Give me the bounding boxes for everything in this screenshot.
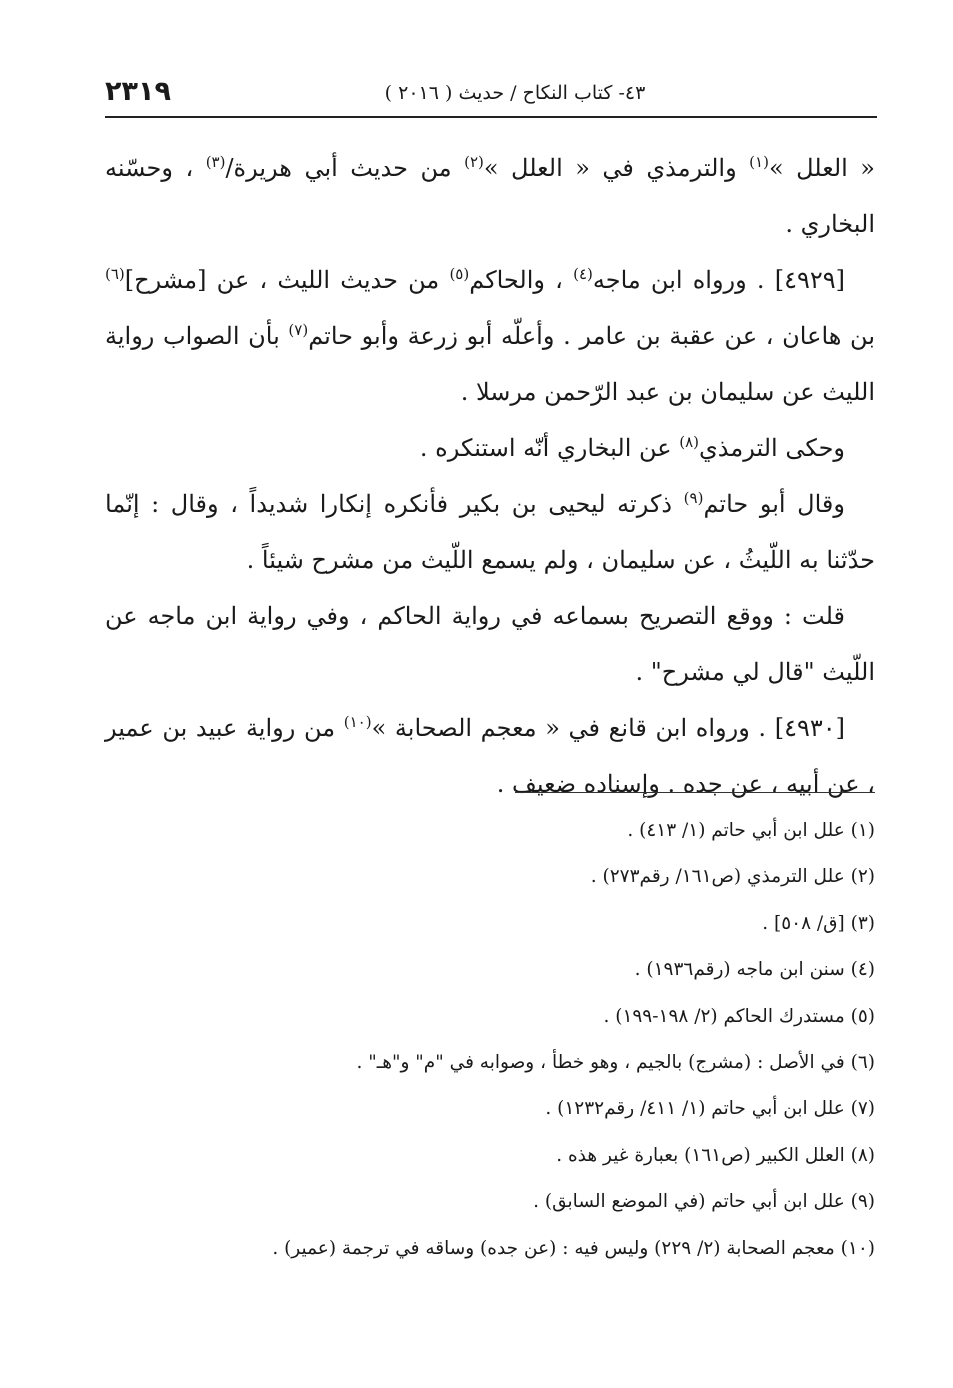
footnote-3: (٣) [ق/ ٥٠٨] .	[762, 912, 875, 934]
text-run: من حديث الليث ، عن [مشرح]	[124, 266, 450, 294]
footnote-ref: (٤)	[573, 265, 593, 283]
text-run: [٤٩٣٠] . ورواه ابن قانع في « معجم الصحابة »	[371, 714, 845, 742]
footnote-9: (٩) علل ابن أبي حاتم (في الموضع السابق) .	[533, 1191, 875, 1213]
footnotes	[150, 808, 875, 1272]
text-run: وقال أبو حاتم	[703, 490, 845, 518]
footnote-8: (٨) العلل الكبير (ص١٦١) بعبارة غير هذه .	[556, 1144, 875, 1166]
footnote-7: (٧) علل ابن أبي حاتم (١/ ٤١١/ رقم١٢٣٢) .	[545, 1098, 875, 1120]
text-run: بن هاعان ، عن عقبة بن عامر . وأعلّه أبو زرعة وأبو حاتم	[308, 322, 876, 350]
paragraph-4	[105, 476, 875, 588]
text-run: عن البخاري أنّه استنكره .	[419, 434, 680, 462]
footnote-ref: (٥)	[449, 265, 470, 283]
paragraph-1	[105, 140, 875, 252]
page-number: ٢٣١٩	[105, 76, 171, 107]
page-header	[105, 76, 877, 118]
footnote-ref: (٢)	[464, 153, 484, 171]
text-run: ذكرته ليحيى بن بكير فأنكره إنكارا شديداً ، وقال : إنّما حدّثنا به اللّيثُ ، عن سليمان ، ولم يسمع اللّيث من مشرح شيئاً .	[105, 490, 875, 574]
text-run: والترمذي في « العلل »	[483, 154, 750, 182]
paragraph-3	[105, 420, 875, 476]
footnote-1: (١) علل ابن أبي حاتم (١/ ٤١٣) .	[627, 820, 875, 841]
paragraph-5	[105, 588, 875, 700]
footnote-ref: (٧)	[288, 321, 309, 339]
text-run: ، وحسّنه البخاري .	[105, 154, 875, 238]
footnote-ref: (٦)	[105, 265, 125, 283]
running-title: ٤٣- كتاب النكاح / حديث ( ٢٠١٦ )	[384, 82, 646, 104]
text-run: [٤٩٢٩] . ورواه ابن ماجه	[592, 266, 846, 294]
footnote-ref: (٩)	[683, 489, 704, 507]
footnote-ref: (١٠)	[343, 713, 372, 731]
footnote-6: (٦) في الأصل : (مشرج) بالجيم ، وهو خطأ ، وصوابه في "م" و"هـ" .	[356, 1052, 875, 1074]
text-run: قلت : ووقع التصريح بسماعه في رواية الحاكم ، وفي رواية ابن ماجه عن اللّيث "قال لي مشرح" .	[105, 602, 875, 686]
text-run: وحكى الترمذي	[698, 434, 845, 462]
text-run: بأن الصواب رواية الليث عن سليمان بن عبد الرّحمن مرسلا .	[105, 322, 875, 406]
paragraph-6	[105, 700, 875, 812]
text-run: من حديث أبي هريرة/	[225, 154, 465, 182]
text-run: ، والحاكم	[469, 266, 574, 294]
footnote-10: (١٠) معجم الصحابة (٢/ ٢٢٩) وليس فيه : (عن جده) وساقه في ترجمة (عمير) .	[272, 1237, 875, 1259]
text-run: « العلل »	[768, 154, 875, 182]
footnote-2: (٢) علل الترمذي (ص١٦١/ رقم٢٧٣) .	[590, 866, 875, 888]
footnote-4: (٤) سنن ابن ماجه (رقم١٩٣٦) .	[634, 959, 875, 981]
footnote-ref: (٨)	[679, 433, 699, 451]
footnote-separator	[515, 792, 875, 793]
paragraph-2	[105, 252, 875, 420]
footnote-ref: (١)	[749, 153, 769, 171]
footnote-ref: (٣)	[205, 153, 226, 171]
main-text	[105, 140, 875, 812]
text-run: من رواية عبيد بن عمير ، عن أبيه ، عن جده . وإسناده ضعيف .	[105, 714, 875, 798]
footnote-5: (٥) مستدرك الحاكم (٢/ ١٩٨-١٩٩) .	[603, 1005, 875, 1027]
